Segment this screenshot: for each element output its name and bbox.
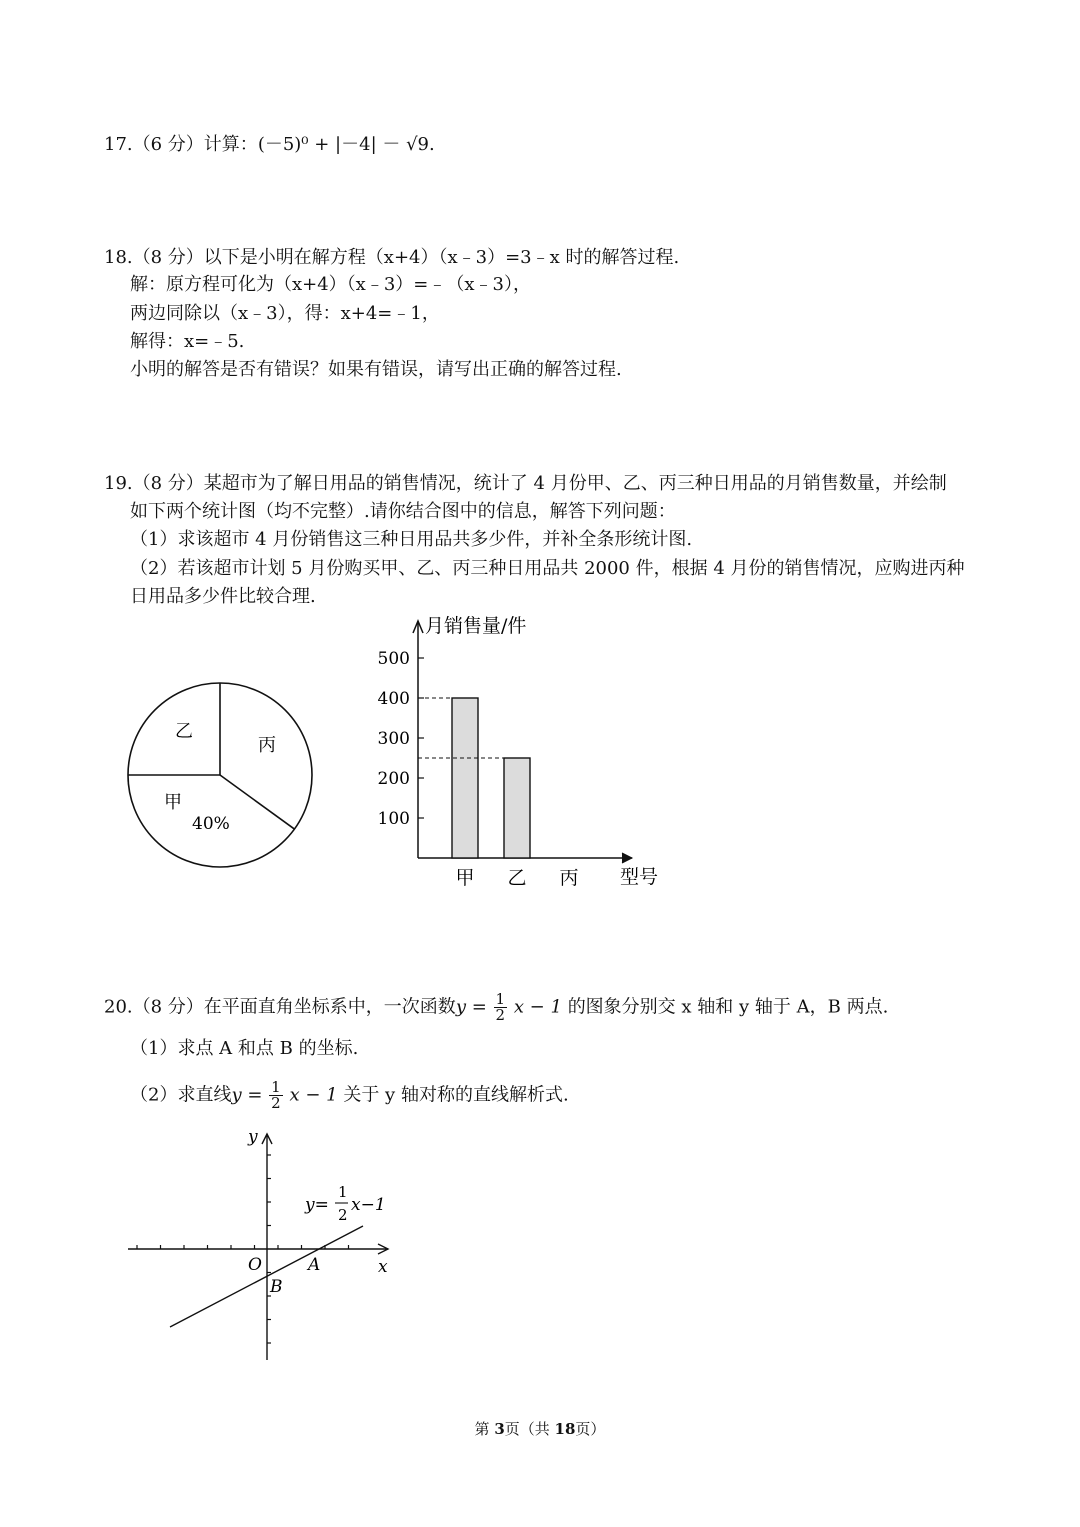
graph-line-label-lhs: y= [305, 1195, 329, 1215]
q19-line-2: 如下两个统计图（均不完整）.请你结合图中的信息，解答下列问题： [130, 501, 676, 522]
footer-page-number: 3 [494, 1420, 505, 1438]
q18-line-3: 解得：x=﹣5. [130, 331, 245, 352]
q19-line-1: 19.（8 分）某超市为了解日用品的销售情况，统计了 4 月份甲、乙、丙三种日用品的月销售数量，并绘制 [104, 473, 947, 494]
q20-p2-frac-den: 2 [271, 1094, 281, 1112]
bar-y-tick-label-3: 400 [377, 689, 410, 709]
bar-category-label-2: 丙 [559, 867, 579, 889]
pie-slices [128, 683, 312, 867]
q19-line-3: （1）求该超市 4 月份销售这三种日用品共多少件，并补全条形统计图. [130, 529, 693, 550]
q20-p2-eq-rhs: x − 1 [289, 1084, 338, 1106]
graph-x-label: x [378, 1257, 388, 1277]
q20-part-2 [130, 1080, 569, 1111]
graph-line-label-den: 2 [338, 1206, 348, 1224]
page-footer [0, 1418, 1080, 1439]
footer-text-c: 页） [575, 1420, 606, 1438]
bar-chart [370, 605, 680, 895]
coordinate-graph [120, 1120, 410, 1370]
q18-line-1: 解：原方程可化为（x+4）（x﹣3）=﹣（x﹣3）， [130, 274, 531, 295]
q20-fraction [494, 992, 508, 1023]
q18-line-2: 两边同除以（x﹣3），得：x+4=﹣1， [130, 303, 440, 324]
q17 [104, 133, 435, 157]
bar-x-axis-label: 型号 [620, 866, 659, 888]
bar-chart-body [378, 621, 632, 889]
q18-head: 18.（8 分）以下是小明在解方程（x+4）（x﹣3）=3﹣x 时的解答过程. [104, 247, 680, 268]
q17-head: 17.（6 分）计算： [104, 134, 258, 155]
q20-p2-eq-lhs: y = [231, 1084, 263, 1106]
pie-label-jia: 甲 [164, 792, 182, 813]
pie-label-bing: 丙 [258, 735, 276, 756]
pie-percent-jia: 40% [192, 814, 230, 834]
graph-line-label-rhs: x−1 [351, 1195, 386, 1215]
q17-expression: (－5)⁰ + |－4| － √9. [257, 134, 435, 155]
q19-line-4: （2）若该超市计划 5 月份购买甲、乙、丙三种日用品共 2000 件，根据 4 月份的销售情况，应购进丙种 [130, 558, 965, 579]
bar-y-tick-label-0: 100 [377, 809, 410, 829]
bar-y-tick-label-4: 500 [377, 649, 410, 669]
bar-category-label-0: 甲 [455, 867, 475, 889]
footer-text-a: 第 [474, 1420, 495, 1438]
q20-head-b: 的图象分别交 x 轴和 y 轴于 A，B 两点. [567, 996, 889, 1018]
graph-origin-label: O [248, 1255, 262, 1275]
q18-line-4: 小明的解答是否有错误？如果有错误，请写出正确的解答过程. [130, 359, 622, 380]
bar-y-tick-label-2: 300 [377, 729, 410, 749]
q19-line-5: 日用品多少件比较合理. [130, 586, 316, 607]
q20-frac-num: 1 [495, 990, 506, 1008]
bar-1 [504, 758, 530, 858]
bar-0 [452, 698, 478, 858]
q20-p2-b: 关于 y 轴对称的直线解析式. [343, 1084, 569, 1106]
footer-total-pages: 18 [554, 1420, 576, 1438]
bar-y-axis-label: 月销售量/件 [425, 615, 527, 637]
q20-p2-fraction [269, 1080, 283, 1111]
bar-y-tick-label-1: 200 [377, 769, 410, 789]
q20-eq-rhs: x − 1 [513, 996, 562, 1018]
q20-head [104, 992, 888, 1023]
q20-part-1: （1）求点 A 和点 B 的坐标. [130, 1038, 359, 1059]
graph-y-label: y [248, 1127, 258, 1147]
pie-label-yi: 乙 [175, 721, 193, 742]
pie-chart [120, 675, 320, 875]
graph-line-label-num: 1 [338, 1183, 348, 1201]
q20-eq-lhs: y = [455, 996, 487, 1018]
graph-point-b: B [270, 1277, 283, 1297]
q20-head-a: 20.（8 分）在平面直角坐标系中，一次函数 [104, 996, 456, 1018]
q20-p2-a: （2）求直线 [130, 1084, 232, 1106]
graph-point-a: A [308, 1255, 321, 1275]
q20-p2-frac-num: 1 [271, 1078, 281, 1096]
bar-category-label-1: 乙 [507, 867, 527, 889]
footer-text-b: 页（共 [504, 1420, 555, 1438]
bar-x-axis-arrow [622, 853, 632, 863]
q20-frac-den: 2 [495, 1006, 506, 1024]
